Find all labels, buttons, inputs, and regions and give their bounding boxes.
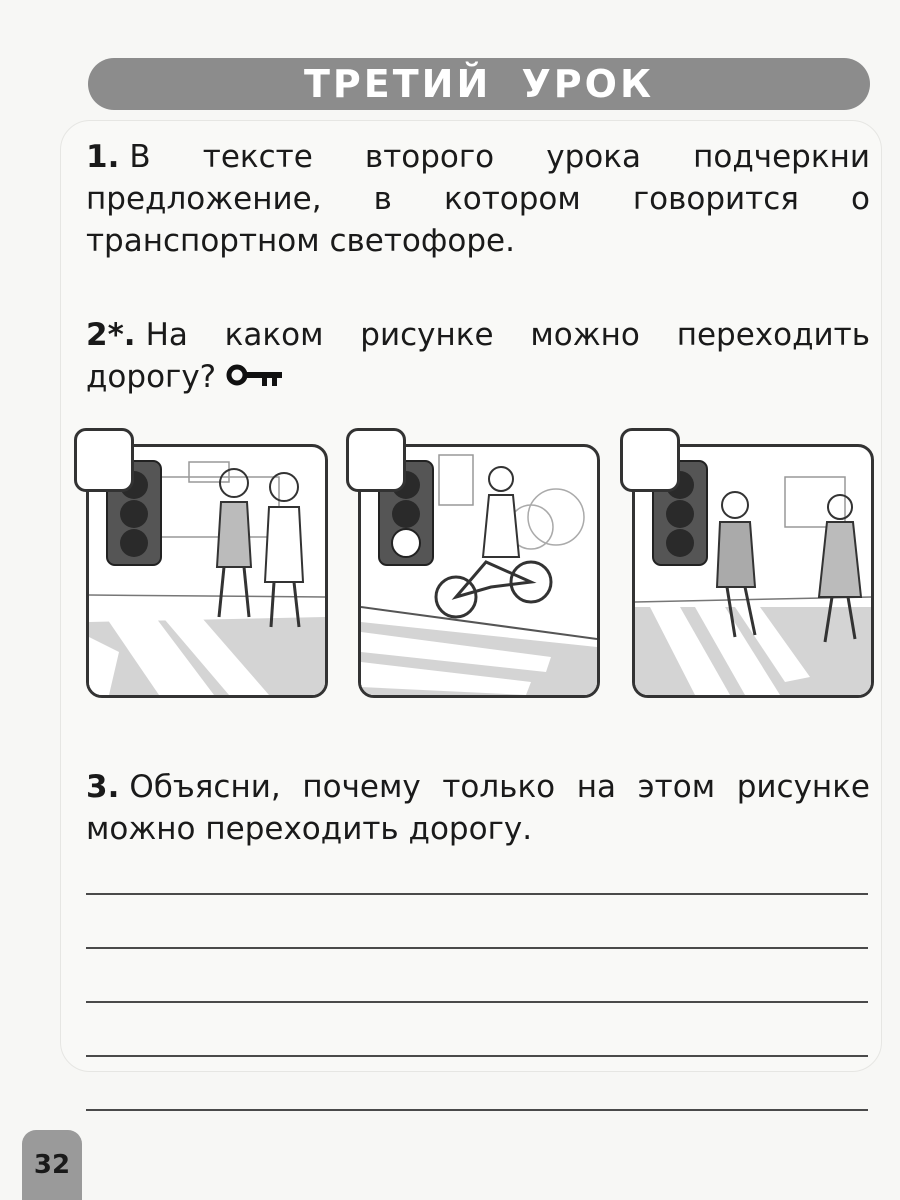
answer-checkbox-1[interactable] (74, 428, 134, 492)
lesson-title-bar (88, 58, 870, 110)
answer-line[interactable] (86, 1109, 868, 1111)
task-3-text: Объясни, почему только на этом рисунке можно переходить дорогу. (86, 769, 870, 847)
answer-line[interactable] (86, 1001, 868, 1003)
page-number-tab (22, 1130, 82, 1200)
answer-checkbox-2[interactable] (346, 428, 406, 492)
answer-checkbox-3[interactable] (620, 428, 680, 492)
task-2-text: На каком рисунке можно переходить дорогу? (86, 317, 870, 395)
answer-line[interactable] (86, 1055, 868, 1057)
task-3-number: 3. (86, 769, 120, 805)
task-3 (86, 766, 870, 850)
answer-line[interactable] (86, 947, 868, 949)
key-icon (226, 358, 284, 400)
task-2-number: 2*. (86, 317, 136, 353)
lesson-title: ТРЕТИЙ УРОК (304, 62, 654, 106)
task-1-text: В тексте второго урока подчеркни предложение, в котором говорится о транспортном светофоре. (86, 139, 870, 259)
task-1-number: 1. (86, 139, 120, 175)
answer-line[interactable] (86, 893, 868, 895)
page-number: 32 (33, 1150, 71, 1180)
task-2 (86, 314, 870, 400)
task-1 (86, 136, 870, 262)
